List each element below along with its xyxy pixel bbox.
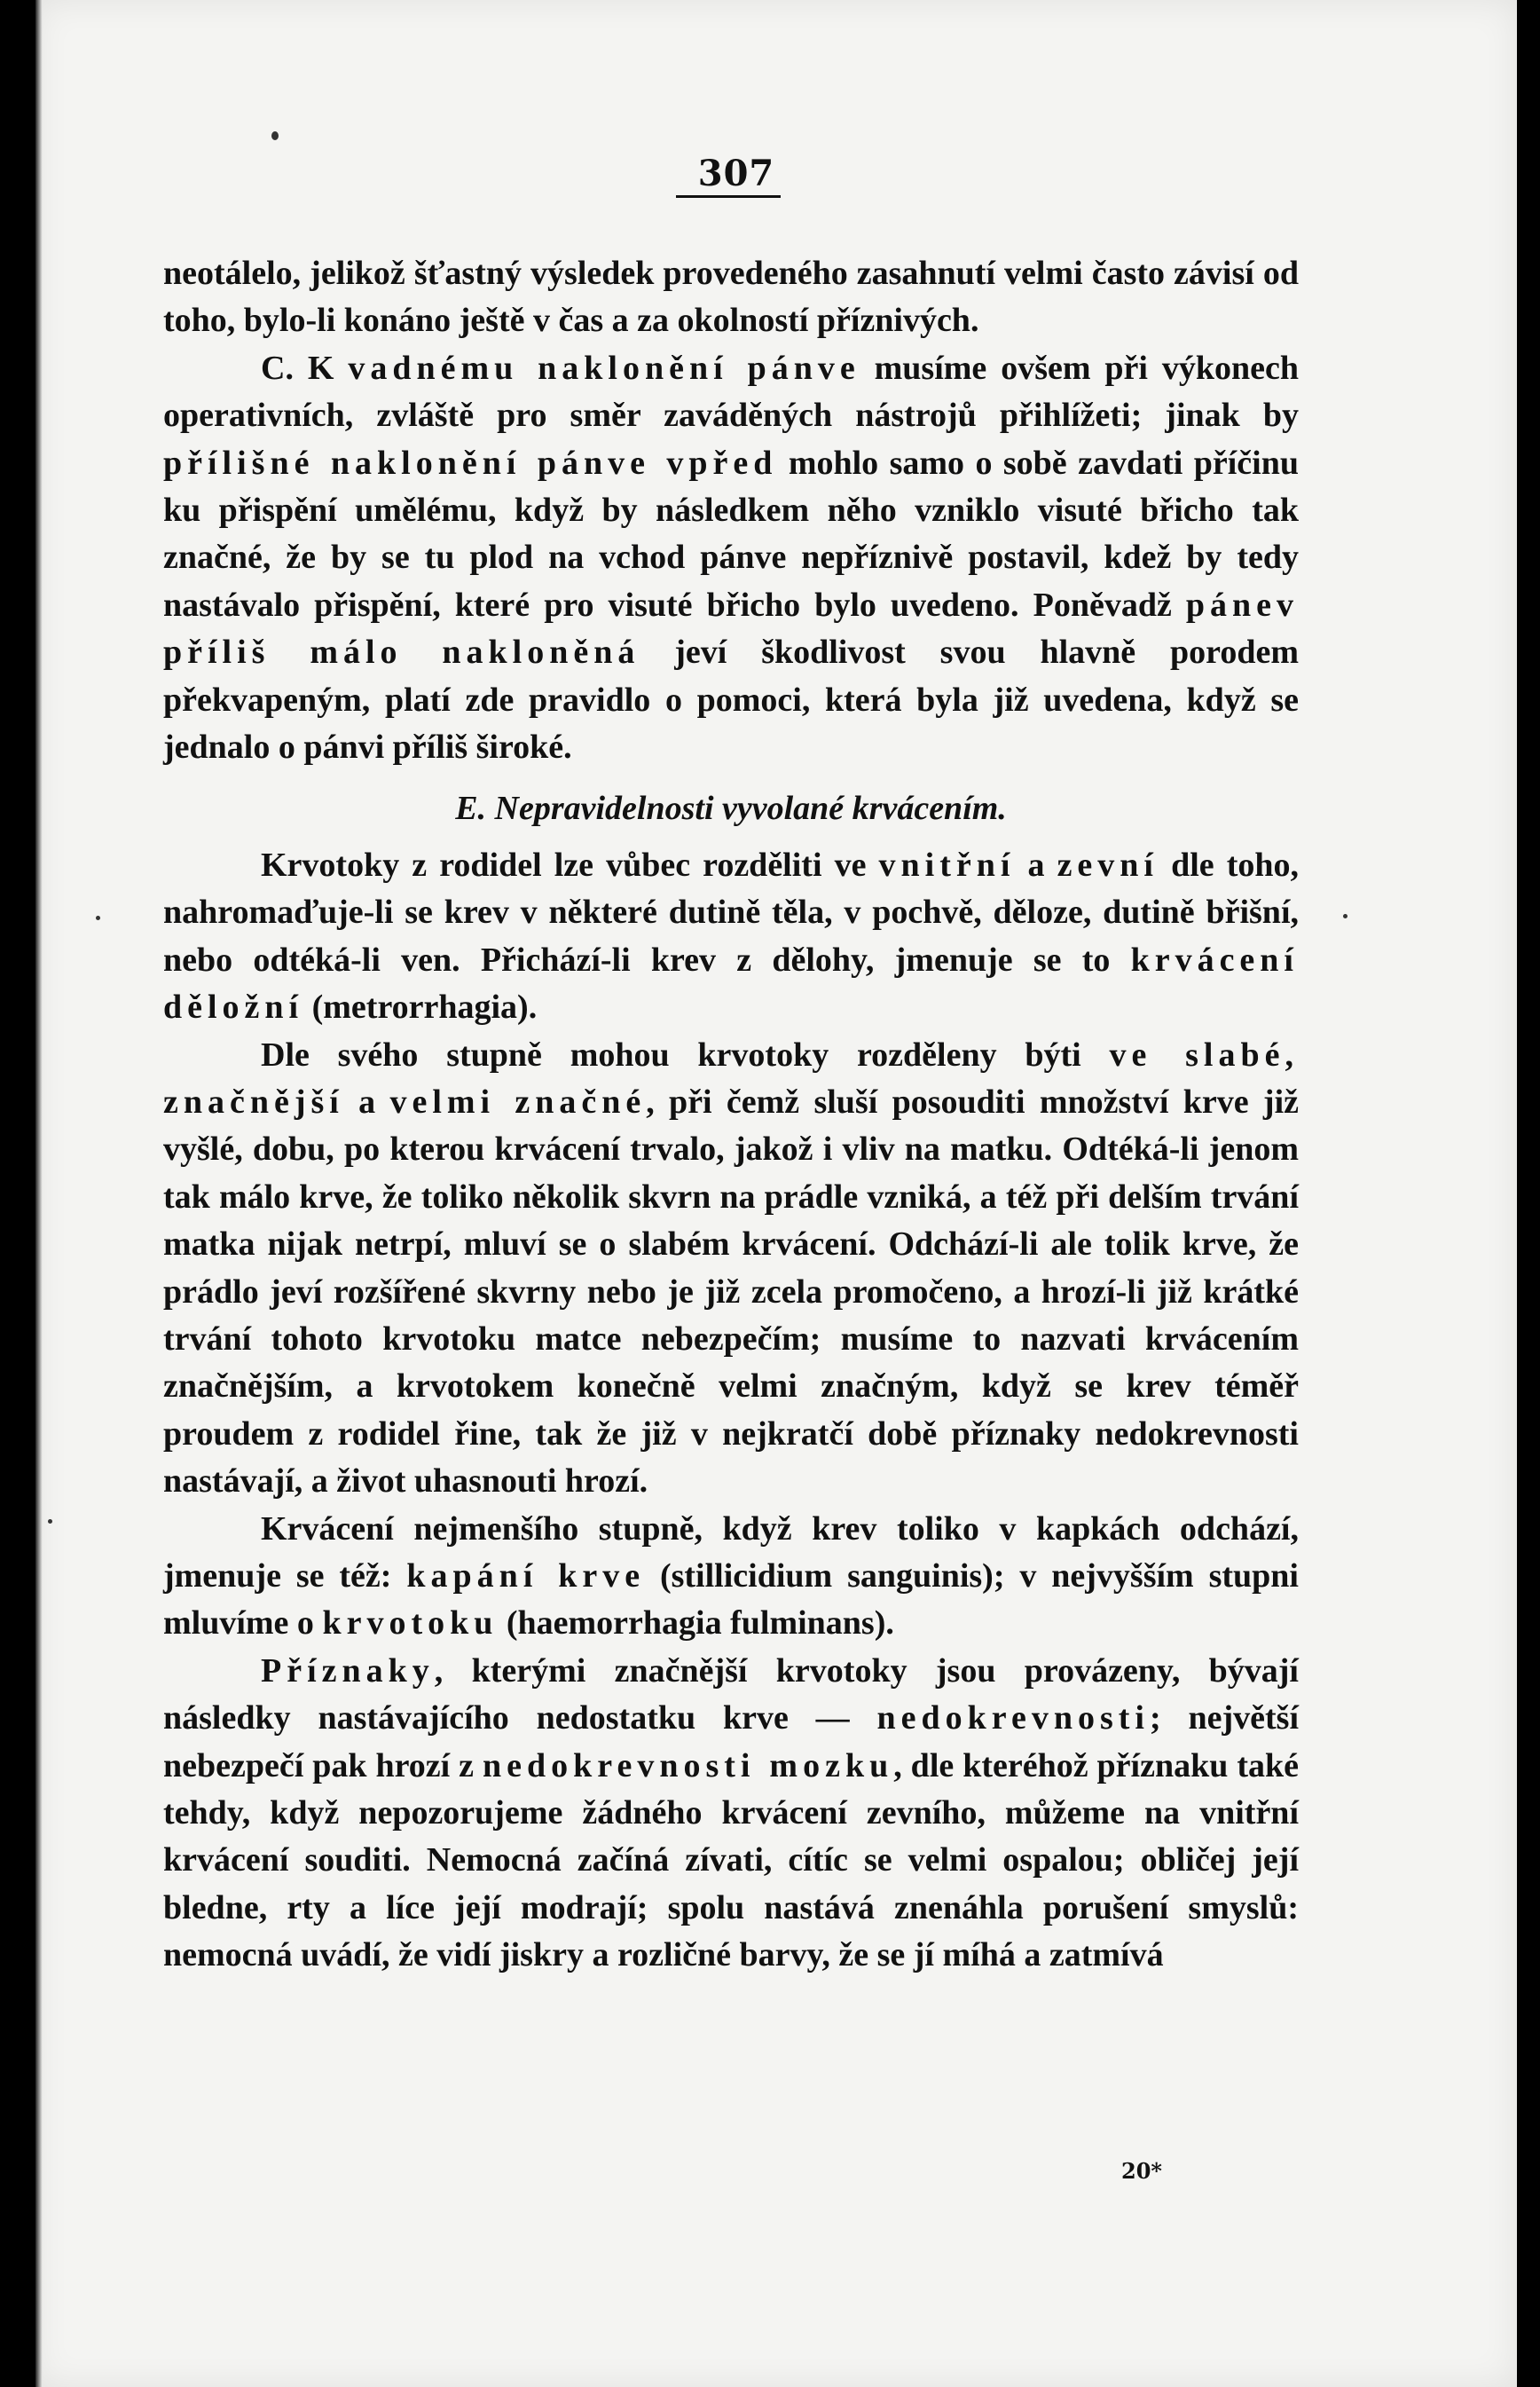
spaced-emphasis-text: nedokrevnosti (876, 1699, 1150, 1737)
body-text (163, 250, 1299, 1980)
text-segment: musíme ovšem při výkonech operativních, zvláště pro směr zaváděných nástrojů přihlížeti; jinak by (163, 349, 1300, 435)
scan-speck (1343, 914, 1348, 918)
text-segment: a (343, 1083, 390, 1121)
text-segment: (haemorrhagia fulminans). (498, 1604, 894, 1643)
spaced-emphasis-text: zevní (1057, 846, 1159, 884)
scan-speck (96, 916, 100, 920)
spaced-emphasis-text: nedokrevnosti mozku (483, 1746, 894, 1784)
paragraph (163, 250, 1299, 345)
text-segment: a (1015, 846, 1057, 884)
spaced-emphasis-text: velmi značné (389, 1083, 647, 1121)
scan-speck (271, 131, 279, 140)
paragraph (163, 1648, 1299, 1980)
signature-mark: 20* (1121, 2158, 1162, 2184)
paragraph (163, 1032, 1299, 1506)
text-segment: , dle kteréhož příznaku také tehdy, když nepozorujeme žádného krvácení zevního, můžeme na vnitřní krvácení souditi. Nemocná začíná zívati, cítíc se velmi ospalou; obličej její bledne, rty a líce její modrají; spolu nastává znenáhla porušení smyslů: nemocná uvádí, že vidí jiskry a rozličné barvy, že se jí míhá a zatmívá (163, 1746, 1299, 1974)
paragraph (163, 345, 1299, 772)
page-number-underline (676, 195, 781, 198)
spaced-emphasis-text: kapání krve (406, 1556, 646, 1595)
spaced-emphasis-text: pánev příliš málo nakloněná (163, 586, 1299, 672)
text-segment: jeví škodlivost svou hlavně porodem překvapeným, platí zde pravidlo o pomoci, která byla již uvedena, když se jednalo o pánvi příliš široké. (163, 634, 1299, 767)
text-segment: Krvotoky z rodidel lze vůbec rozděliti ve (261, 846, 879, 884)
spaced-emphasis-text: krvácení děložní (163, 941, 1299, 1027)
text-segment: (metrorrhagia). (303, 989, 538, 1027)
text-segment: ; největší nebezpečí pak hrozí z (163, 1699, 1299, 1784)
text-segment: mohlo samo o sobě zavdati příčinu ku přispění umělému, když by následkem něho vzniklo visuté břicho tak značné, že by se tu plod na vchod pánve nepříznivě postavil, kdež by tedy nastávalo přispění, které pro visuté břicho bylo uvedeno. Poněvadž (163, 444, 1299, 624)
page-edge-shadow (35, 0, 43, 2387)
spaced-emphasis-text: vnitřní (878, 846, 1016, 884)
scan-speck (48, 1519, 52, 1524)
spaced-emphasis-text: vadnému naklonění pánve (348, 349, 860, 387)
text-segment: , kterými značnější krvotoky jsou provázeny, bývají následky nastávajícího nedostatku krve — (163, 1651, 1299, 1737)
text-segment: C. K (261, 349, 349, 387)
text-segment: neotálelo, jelikož šťastný výsledek provedeného zasahnutí velmi často závisí od toho, bylo-li konáno ještě v čas a za okolností příznivých. (163, 255, 1299, 340)
paragraph (163, 842, 1299, 1032)
text-segment: Krvácení nejmenšího stupně, když krev toliko v kapkách odchází, jmenuje se též: (163, 1509, 1299, 1595)
paragraph (163, 1506, 1299, 1648)
spaced-emphasis-text: přílišné naklonění pánve vpřed (163, 444, 778, 482)
text-segment: , při čemž sluší posouditi množství krve již vyšlé, dobu, po kterou krvácení trvalo, jakož i vliv na matku. Odtéká-li jenom tak málo krve, že toliko několik skvrn na prádle vzniká, a též při delším trvání matka nijak netrpí, mluví se o slabém krvácení. Odchází-li ale tolik krve, že prádlo jeví rozšířené skvrny nebo je již zcela promočeno, a hrozí-li již krátké trvání tohoto krvotoku matce nebezpečím; musíme to nazvati krvácením značnějším, a krvotokem konečně velmi značným, když se krev téměř proudem z rodidel řine, tak že již v nejkratčí době příznaky nedokrevnosti nastávají, a život uhasnouti hrozí. (163, 1083, 1299, 1501)
text-segment: dle toho, nahromaďuje-li se krev v některé dutině těla, v pochvě, děloze, dutině břišní, nebo odtéká-li ven. Přichází-li krev z dělohy, jmenuje se to (163, 846, 1299, 979)
text-segment: Dle svého stupně mohou krvotoky rozděleny býti (261, 1036, 1110, 1074)
section-heading: E. Nepravidelnosti vyvolané krvácením. (455, 790, 1007, 828)
text-segment: (stillicidium sanguinis); v nejvyšším stupni mluvíme o (163, 1556, 1299, 1643)
spaced-emphasis-text: krvotoku (322, 1604, 499, 1643)
spaced-emphasis-text: ve slabé, značnější (163, 1036, 1299, 1121)
spaced-emphasis-text: Příznaky (261, 1651, 435, 1690)
page-number: 307 (697, 153, 775, 194)
